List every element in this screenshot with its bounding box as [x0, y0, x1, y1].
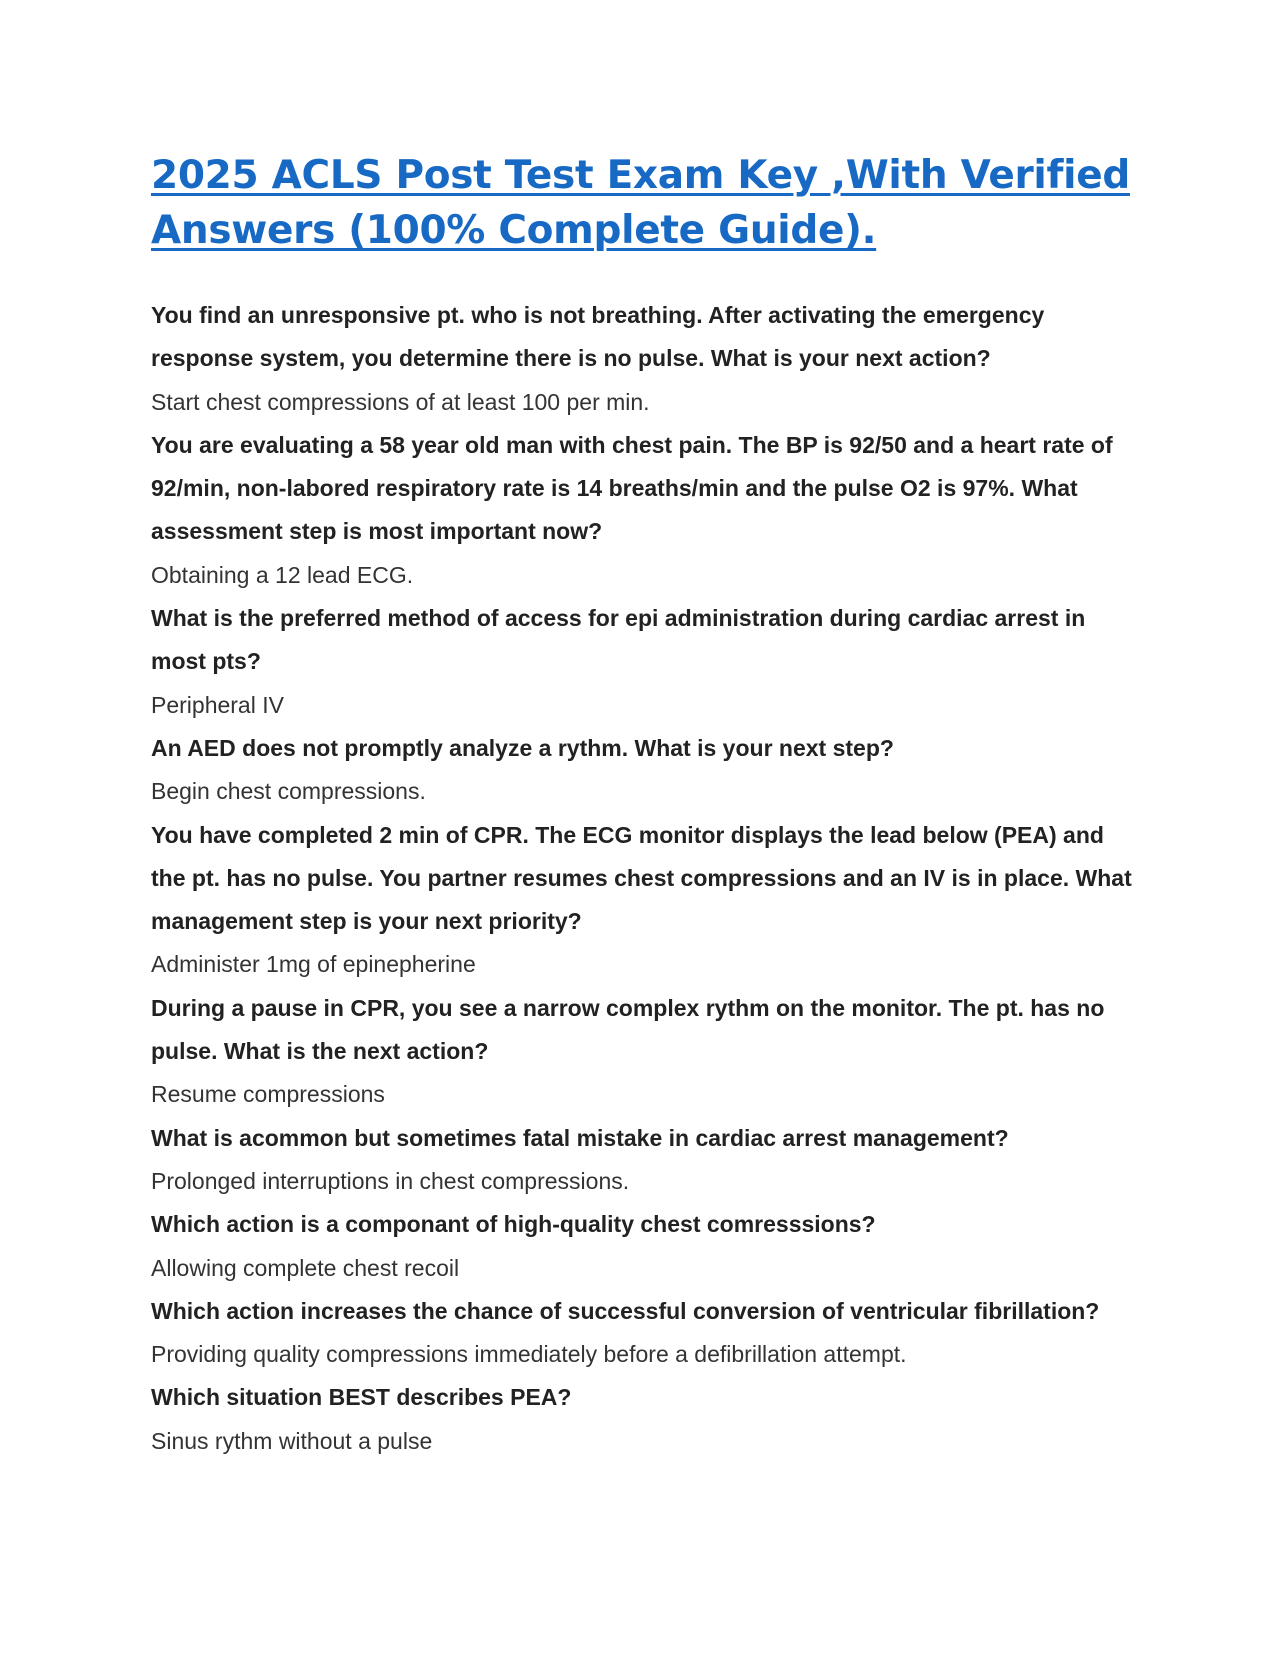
question-5: You have completed 2 min of CPR. The ECG monitor displays the lead below (PEA) and the pt. has no pulse. You partner resumes chest compressions and an IV is in place. What management step is your next priority?	[151, 821, 1132, 935]
answer-6: Resume compressions	[151, 1081, 385, 1108]
answer-1: Start chest compressions of at least 100 per min.	[151, 388, 650, 415]
answer-2: Obtaining a 12 lead ECG.	[151, 561, 414, 588]
qa-list	[151, 294, 1141, 1463]
question-10: Which situation BEST describes PEA?	[151, 1384, 572, 1411]
question-6: During a pause in CPR, you see a narrow complex rythm on the monitor. The pt. has no pulse. What is the next action?	[151, 994, 1105, 1065]
question-1: You find an unresponsive pt. who is not breathing. After activating the emergency response system, you determine there is no pulse. What is your next action?	[151, 302, 1045, 372]
question-4: An AED does not promptly analyze a rythm. What is your next step?	[151, 734, 894, 761]
question-3: What is the preferred method of access for epi administration during cardiac arrest in most pts?	[151, 605, 1086, 675]
question-8: Which action is a componant of high-quality chest comresssions?	[151, 1211, 876, 1238]
answer-8: Allowing complete chest recoil	[151, 1254, 460, 1281]
answer-4: Begin chest compressions.	[151, 778, 426, 805]
answer-10: Sinus rythm without a pulse	[151, 1427, 433, 1454]
answer-9: Providing quality compressions immediately before a defibrillation attempt.	[151, 1341, 907, 1368]
document-title[interactable]: 2025 ACLS Post Test Exam Key ,With Verified Answers (100% Complete Guide).	[151, 153, 1130, 253]
answer-3: Peripheral IV	[151, 691, 284, 718]
answer-7: Prolonged interruptions in chest compressions.	[151, 1167, 630, 1194]
question-7: What is acommon but sometimes fatal mistake in cardiac arrest management?	[151, 1124, 1009, 1151]
question-2: You are evaluating a 58 year old man with chest pain. The BP is 92/50 and a heart rate of 92/min, non-labored respiratory rate is 14 breaths/min and the pulse O2 is 97%. What assessment step is most important now?	[151, 431, 1113, 545]
question-9: Which action increases the chance of successful conversion of ventricular fibrillation?	[151, 1297, 1100, 1324]
document-page	[151, 148, 1141, 1463]
answer-5: Administer 1mg of epinepherine	[151, 951, 476, 978]
